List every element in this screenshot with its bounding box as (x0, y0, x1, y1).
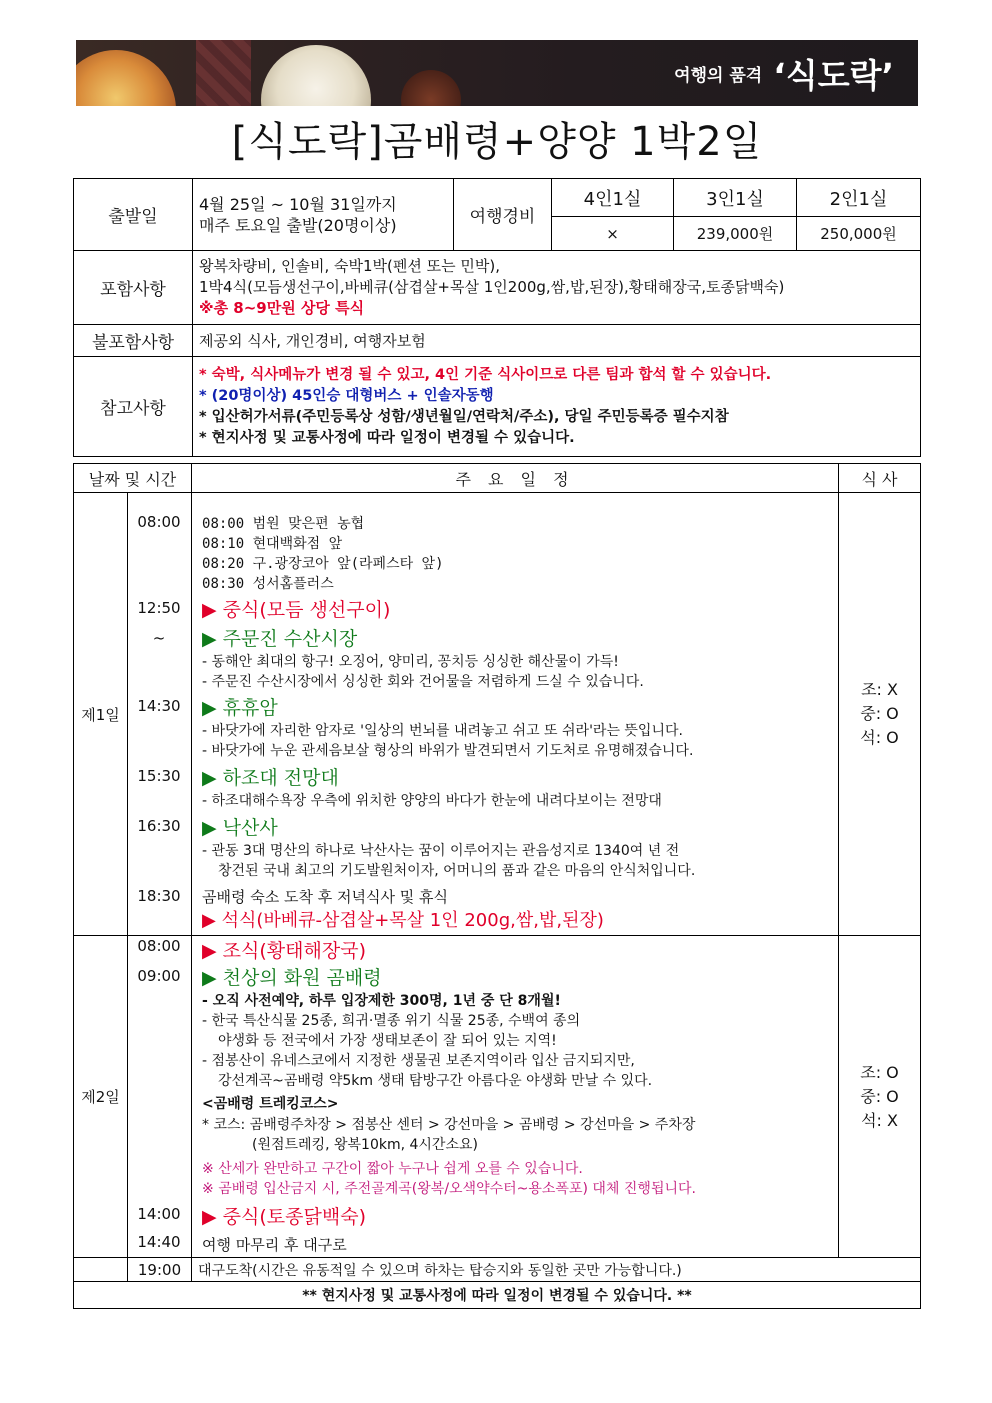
included-label: 포함사항 (74, 251, 193, 325)
trekking-title: <곰배령 트레킹코스> (202, 1096, 339, 1112)
destination-desc: - 점봉산이 유네스코에서 지정한 생물권 보존지역이라 입산 금지되지만, (202, 1053, 635, 1069)
time-label: 15:30 (137, 767, 181, 785)
destination-desc: - 주문진 수산시장에서 싱싱한 회와 건어물을 저렴하게 드실 수 있습니다. (202, 674, 644, 690)
meal-status: 조: X (861, 680, 898, 699)
destination-name: 휴휴암 (222, 697, 278, 719)
meal-event (202, 906, 604, 932)
cost-label: 여행경비 (454, 179, 552, 251)
trekking-course: (원점트레킹, 왕복10km, 4시간소요) (252, 1137, 478, 1153)
meal-status: 석: X (861, 1110, 898, 1130)
room-price: 250,000원 (797, 217, 921, 251)
triangle-icon: ▶ (202, 767, 223, 789)
header-meals: 식 사 (839, 464, 921, 493)
pickup-stop: 08:10 현대백화점 앞 (202, 536, 343, 552)
included-note: ※총 8~9만원 상당 특식 (199, 299, 365, 317)
room-type: 2인1실 (797, 179, 921, 217)
meal-event-text: 중식(모듬 생선구이) (222, 599, 391, 621)
notes-label: 참고사항 (74, 357, 193, 457)
destination-title (202, 963, 382, 990)
pickup-stop: 08:00 범원 맞은편 농협 (202, 516, 365, 532)
finish-note: 여행 마무리 후 대구로 (202, 1236, 347, 1254)
room-price: × (552, 217, 674, 251)
departure-line: 4월 25일 ~ 10월 31일까지 (199, 194, 397, 214)
destination-title (202, 624, 357, 651)
food-plate-image (76, 50, 176, 106)
banner-brand (674, 50, 894, 97)
destination-name: 낙산사 (222, 817, 278, 839)
note-item: * 입산허가서류(주민등록상 성함/생년월일/연락처/주소), 당일 주민등록증 필수지참 (199, 408, 729, 425)
pickup-stop: 08:20 구.광장코아 앞(라페스타 앞) (202, 556, 444, 572)
destination-desc: 야생화 등 전국에서 가장 생태보존이 잘 되어 있는 지역! (218, 1033, 557, 1049)
warning-note: ※ 산세가 완만하고 구간이 짧아 누구나 쉽게 오를 수 있습니다. (202, 1161, 583, 1177)
triangle-icon: ▶ (202, 817, 223, 839)
meal-event-text: 조식(황태해장국) (222, 940, 366, 962)
time-label: 08:00 (137, 937, 181, 955)
meal-event-text: 중식(토종닭백숙) (222, 1206, 366, 1228)
itinerary-table (73, 463, 921, 1309)
room-price: 239,000원 (674, 217, 797, 251)
meal-event (202, 1202, 366, 1229)
destination-desc: - 하조대해수욕장 우측에 위치한 양양의 바다가 한눈에 내려다보이는 전망대 (202, 793, 662, 809)
destination-name: 하조대 전망대 (222, 767, 339, 789)
meal-status: 조: O (860, 1062, 899, 1082)
destination-desc: - 동해안 최대의 항구! 오징어, 양미리, 꽁치등 싱싱한 해산물이 가득! (202, 654, 619, 670)
time-label: 14:40 (137, 1233, 181, 1251)
time-label: 14:30 (137, 697, 181, 715)
note-item: * 현지사정 및 교통사정에 따라 일정이 변경될 수 있습니다. (199, 429, 575, 446)
time-label: 16:30 (137, 817, 181, 835)
time-label: 08:00 (137, 513, 181, 531)
day1-schedule (192, 493, 839, 936)
note-item: * 숙박, 식사메뉴가 변경 될 수 있고, 4인 기준 식사이므로 다른 팀과 합석 할 수 있습니다. (199, 366, 772, 383)
destination-title (202, 763, 339, 790)
header-main-schedule: 주 요 일 정 (192, 464, 839, 493)
destination-name: 천상의 화원 곰배령 (222, 967, 382, 989)
destination-desc: - 바닷가에 누운 관세음보살 형상의 바위가 발견되면서 기도처로 유명해졌습니다. (202, 743, 694, 759)
departure-dates (193, 179, 454, 251)
day2-meals (839, 936, 921, 1258)
triangle-icon: ▶ (202, 697, 223, 719)
header-date-time: 날짜 및 시간 (74, 464, 192, 493)
decorative-pattern (196, 40, 251, 106)
included-line: 왕복차량비, 인솔비, 숙박1박(펜션 또는 민박), (199, 257, 500, 275)
time-label: 09:00 (137, 967, 181, 985)
food-plate-image (261, 45, 371, 106)
day1-meals (839, 493, 921, 936)
excluded-label: 불포함사항 (74, 325, 193, 357)
day2-label: 제2일 (74, 936, 128, 1258)
triangle-icon: ▶ (202, 940, 223, 962)
tour-info-table (73, 178, 921, 457)
triangle-icon: ▶ (202, 628, 223, 650)
banner-brand-name: ‘식도락’ (773, 56, 894, 95)
day1-label: 제1일 (74, 493, 128, 936)
included-details (193, 251, 921, 325)
destination-desc: - 바닷가에 자리한 암자로 '일상의 번뇌를 내려놓고 쉬고 또 쉬라'라는 뜻입니다. (202, 723, 683, 739)
pickup-stop: 08:30 성서홈플러스 (202, 576, 334, 592)
triangle-icon: ▶ (202, 1206, 223, 1228)
meal-event-text: 석식(바베큐-삼겹살+목살 1인 200g,쌈,밥,된장) (221, 910, 604, 931)
arrival-note: 곰배령 숙소 도착 후 저녁식사 및 휴식 (202, 888, 448, 906)
destination-desc: - 관동 3대 명산의 하나로 낙산사는 꿈이 이루어지는 관음성지로 1340여 년 전 (202, 843, 680, 859)
included-line: 1박4식(모듬생선구이,바베큐(삼겹살+목살 1인200g,쌈,밥,된장),황태해장국,토종닭백숙) (199, 278, 785, 296)
food-bowl-image (401, 70, 461, 106)
time-label: 14:00 (137, 1205, 181, 1223)
meal-status: 중: O (860, 704, 899, 723)
time-label: 18:30 (137, 887, 181, 905)
final-time: 19:00 (128, 1258, 192, 1282)
warning-note: ※ 곰배령 입산금지 시, 주전골계곡(왕복/오색약수터~용소폭포) 대체 진행됩니다. (202, 1181, 696, 1197)
note-item: * (20명이상) 45인승 대형버스 + 인솔자동행 (199, 387, 494, 404)
banner-subtitle: 여행의 품격 (674, 66, 763, 86)
excluded-details: 제공외 식사, 개인경비, 여행자보험 (193, 325, 921, 357)
meal-event (202, 936, 366, 963)
meal-event (202, 595, 390, 622)
triangle-icon: ▶ (202, 599, 223, 621)
departure-line: 매주 토요일 출발(20명이상) (199, 215, 397, 235)
meal-status: 석: O (860, 728, 899, 747)
notes-details (193, 357, 921, 457)
destination-desc: - 한국 특산식물 25종, 희귀·멸종 위기 식물 25종, 수백여 종의 (202, 1013, 581, 1029)
schedule-footer-note: ** 현지사정 및 교통사정에 따라 일정이 변경될 수 있습니다. ** (74, 1282, 921, 1309)
meal-status: 중: O (860, 1086, 899, 1106)
destination-desc: - 오직 사전예약, 하루 입장제한 300명, 1년 중 단 8개월! (202, 993, 561, 1009)
time-label: ~ (152, 629, 166, 647)
page-title: [식도락]곰배령+양양 1박2일 (231, 119, 763, 165)
departure-label: 출발일 (74, 179, 193, 251)
time-label: 12:50 (137, 599, 181, 617)
triangle-icon: ▶ (202, 967, 223, 989)
destination-title (202, 813, 278, 840)
destination-title (202, 693, 278, 720)
header-banner (76, 40, 918, 106)
destination-desc: 창건된 국내 최고의 기도발원처이자, 어머니의 품과 같은 마음의 안식처입니다. (218, 863, 696, 879)
final-arrival: 대구도착(시간은 유동적일 수 있으며 하차는 탑승지와 동일한 곳만 가능합니다.) (192, 1258, 921, 1282)
destination-desc: 강선계곡~곰배령 약5km 생태 탐방구간 아름다운 야생화 만날 수 있다. (218, 1073, 653, 1089)
final-day-cell (74, 1258, 128, 1282)
trekking-course: * 코스: 곰배령주차장 > 점봉산 센터 > 강선마을 > 곰배령 > 강선마을 > 주차장 (202, 1117, 696, 1133)
day2-schedule (192, 936, 839, 1258)
destination-name: 주문진 수산시장 (222, 628, 358, 650)
room-type: 4인1실 (552, 179, 674, 217)
room-type: 3인1실 (674, 179, 797, 217)
triangle-icon: ▶ (202, 910, 222, 931)
day2-times (128, 936, 192, 1258)
day1-times (128, 493, 192, 936)
